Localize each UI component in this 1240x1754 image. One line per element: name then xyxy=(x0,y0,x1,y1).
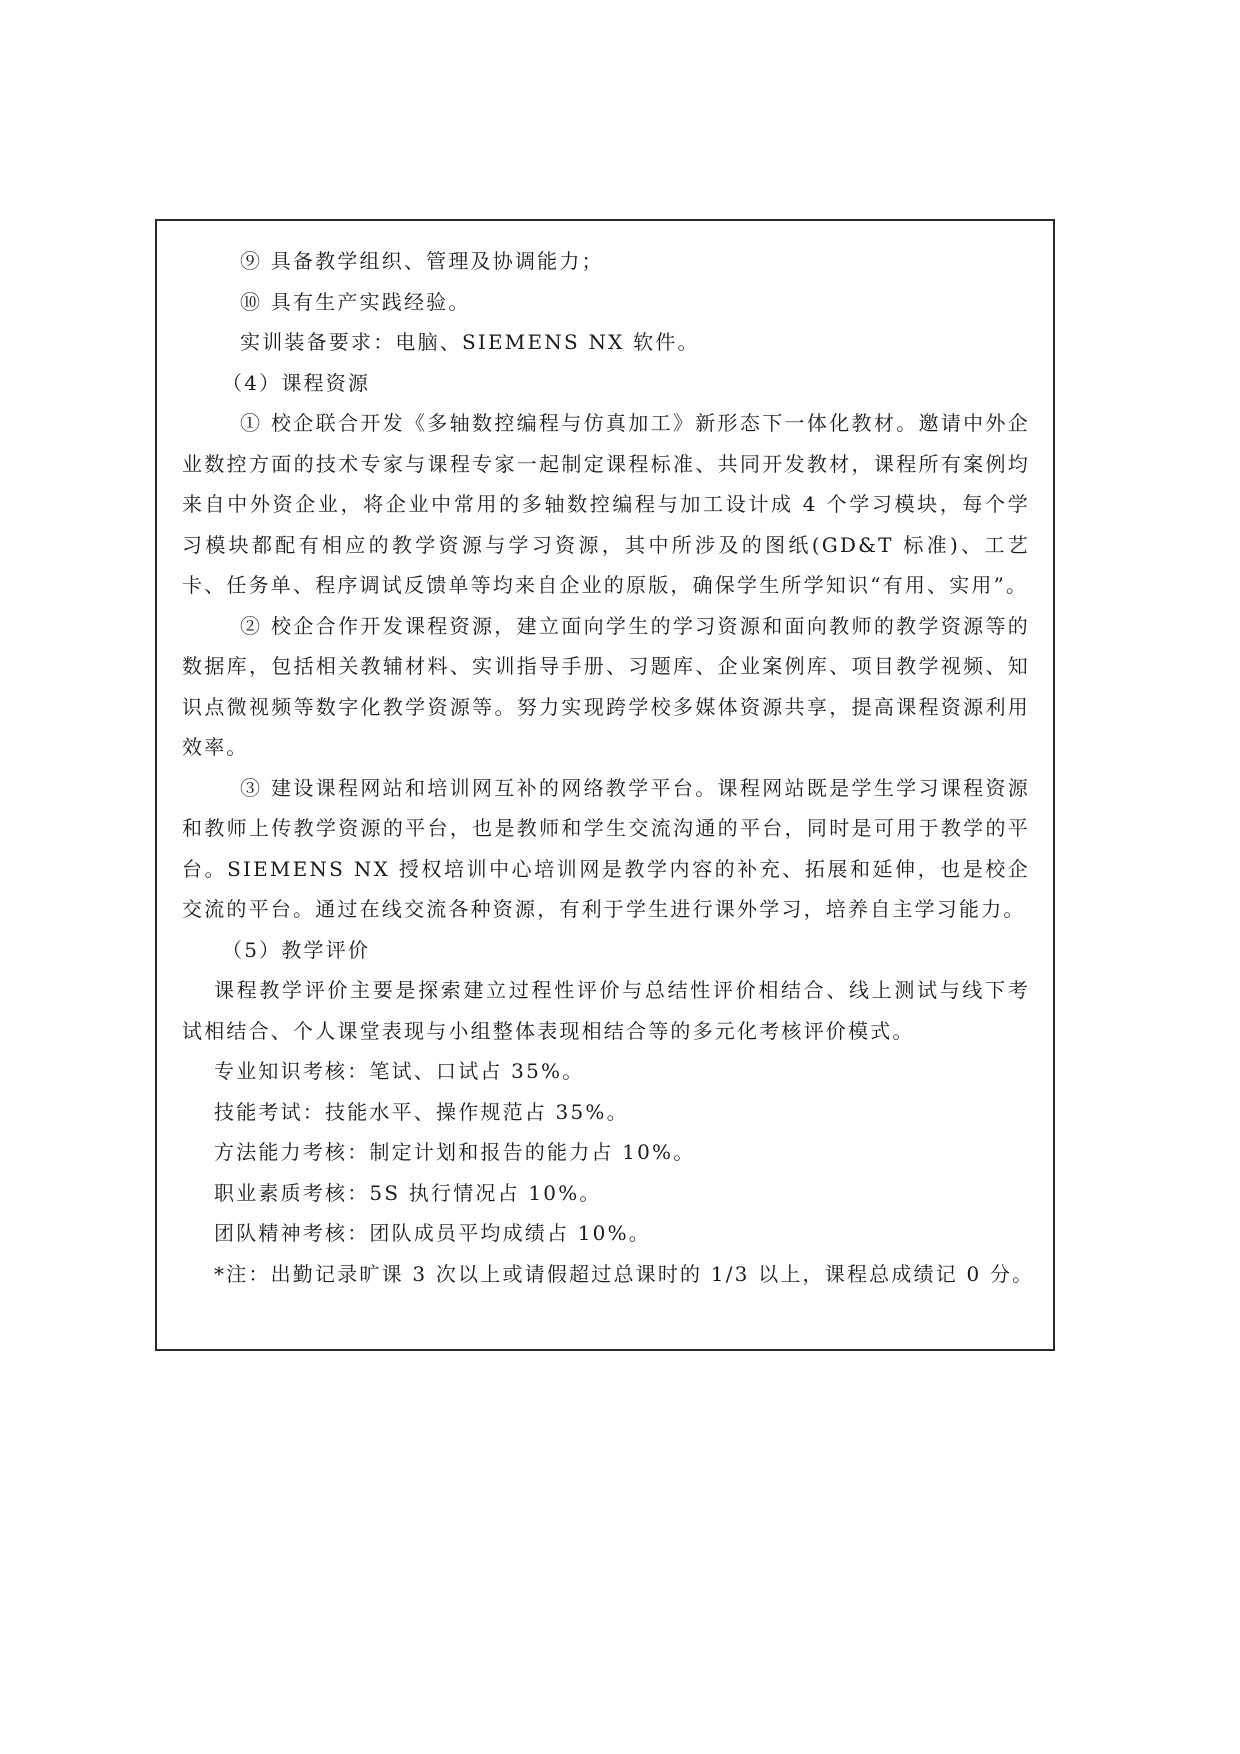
assessment-professional-knowledge: 专业知识考核：笔试、口试占 35%。 xyxy=(214,1059,585,1083)
equipment-requirement: 实训装备要求：电脑、SIEMENS NX 软件。 xyxy=(240,330,700,354)
section-heading-course-resources: （4）课程资源 xyxy=(222,370,371,395)
resource-paragraph-3: ③ 建设课程网站和培训网互补的网络教学平台。课程网站既是学生学习课程资源和教师上传教学资源的平台，也是教师和学生交流沟通的平台，同时是可用于教学的平台。SIEMENS NX 授权培训中心培训网是教学内容的补充、拓展和延伸，也是校企交流的平台。通过在线交流各种资源，有利于学生进行课外学习，培养自主学习能力。 xyxy=(182,775,1030,921)
attendance-note: *注：出勤记录旷课 3 次以上或请假超过总课时的 1/3 以上，课程总成绩记 0 分。 xyxy=(214,1261,1035,1286)
resource-paragraph-1: ① 校企联合开发《多轴数控编程与仿真加工》新形态下一体化教材。邀请中外企业数控方面的技术专家与课程专家一起制定课程标准、共同开发教材，课程所有案例均来自中外资企业，将企业中常用的多轴数控编程与加工设计成 4 个学习模块，每个学习模块都配有相应的教学资源与学习资源，其中所涉及的图纸(GD&T 标准)、工艺卡、任务单、程序调试反馈单等均来自企业的原版，确保学生所学知识“有用、实用”。 xyxy=(182,411,1030,597)
assessment-method-ability: 方法能力考核：制定计划和报告的能力占 10%。 xyxy=(214,1140,696,1164)
document-body xyxy=(182,241,1035,1294)
assessment-skills: 技能考试：技能水平、操作规范占 35%。 xyxy=(214,1099,629,1124)
assessment-team-spirit: 团队精神考核：团队成员平均成绩占 10%。 xyxy=(214,1221,652,1245)
requirement-item-10: ⑩ 具有生产实践经验。 xyxy=(240,289,471,314)
requirement-item-9: ⑨ 具备教学组织、管理及协调能力； xyxy=(240,249,604,273)
section-heading-teaching-evaluation: （5）教学评价 xyxy=(222,937,371,962)
content-frame xyxy=(155,219,1055,1351)
assessment-professional-quality: 职业素质考核：5S 执行情况占 10%。 xyxy=(214,1180,602,1205)
evaluation-paragraph: 课程教学评价主要是探索建立过程性评价与总结性评价相结合、线上测试与线下考试相结合、个人课堂表现与小组整体表现相结合等的多元化考核评价模式。 xyxy=(182,978,1030,1043)
resource-paragraph-2: ② 校企合作开发课程资源，建立面向学生的学习资源和面向教师的教学资源等的数据库，包括相关教辅材料、实训指导手册、习题库、企业案例库、项目教学视频、知识点微视频等数字化教学资源等。努力实现跨学校多媒体资源共享，提高课程资源利用效率。 xyxy=(182,613,1030,759)
